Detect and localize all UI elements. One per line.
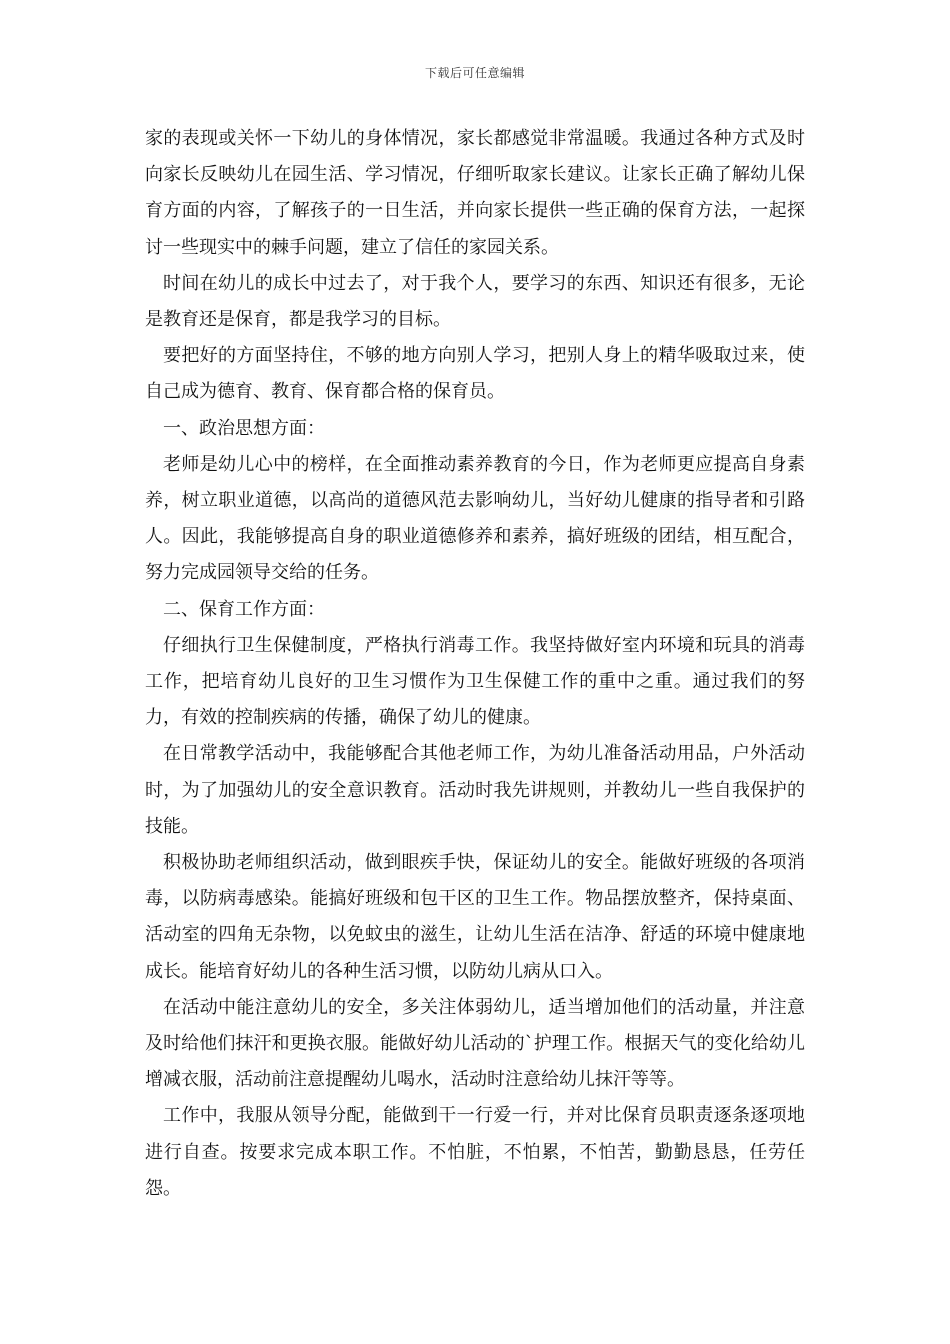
document-body — [145, 121, 805, 1207]
paragraph-7: 仔细执行卫生保健制度，严格执行消毒工作。我坚持做好室内环境和玩具的消毒工作，把培育幼儿良好的卫生习惯作为卫生保健工作的重中之重。通过我们的努力，有效的控制疾病的传播，确保了幼儿的健康。 — [145, 634, 805, 729]
section-heading-childcare: 二、保育工作方面： — [163, 598, 325, 620]
paragraph-10: 在活动中能注意幼儿的安全，多关注体弱幼儿，适当增加他们的活动量，并注意及时给他们抹汗和更换衣服。能做好幼儿活动的`护理工作。根据天气的变化给幼儿增减衣服，活动前注意提醒幼儿喝水，活动时注意给幼儿抹汗等等。 — [145, 996, 805, 1091]
paragraph-1: 家的表现或关怀一下幼儿的身体情况，家长都感觉非常温暖。我通过各种方式及时向家长反映幼儿在园生活、学习情况，仔细听取家长建议。让家长正确了解幼儿保育方面的内容，了解孩子的一日生活，并向家长提供一些正确的保育方法，一起探讨一些现实中的棘手问题，建立了信任的家园关系。 — [145, 128, 805, 258]
paragraph-9: 积极协助老师组织活动，做到眼疾手快，保证幼儿的安全。能做好班级的各项消毒，以防病毒感染。能搞好班级和包干区的卫生工作。物品摆放整齐，保持桌面、活动室的四角无杂物，以免蚊虫的滋生，让幼儿生活在洁净、舒适的环境中健康地成长。能培育好幼儿的各种生活习惯，以防幼儿病从口入。 — [145, 852, 805, 982]
paragraph-2: 时间在幼儿的成长中过去了，对于我个人，要学习的东西、知识还有很多，无论是教育还是保育，都是我学习的目标。 — [145, 272, 805, 331]
paragraph-11: 工作中，我服从领导分配，能做到干一行爱一行，并对比保育员职责逐条逐项地进行自查。按要求完成本职工作。不怕脏，不怕累，不怕苦，勤勤恳恳，任劳任怨。 — [145, 1105, 805, 1199]
paragraph-5: 老师是幼儿心中的榜样，在全面推动素养教育的今日，作为老师更应提高自身素养，树立职业道德，以高尚的道德风范去影响幼儿，当好幼儿健康的指导者和引路人。因此，我能够提高自身的职业道德修养和素养，搞好班级的团结，相互配合，努力完成园领导交给的任务。 — [145, 453, 805, 584]
paragraph-8: 在日常教学活动中，我能够配合其他老师工作，为幼儿准备活动用品，户外活动时，为了加强幼儿的安全意识教育。活动时我先讲规则，并教幼儿一些自我保护的技能。 — [145, 743, 805, 837]
page-header: 下载后可任意编辑 — [424, 66, 525, 80]
paragraph-3: 要把好的方面坚持住，不够的地方向别人学习，把别人身上的精华吸取过来，使自己成为德育、教育、保育都合格的保育员。 — [145, 345, 805, 403]
section-heading-political: 一、政治思想方面： — [163, 417, 325, 439]
